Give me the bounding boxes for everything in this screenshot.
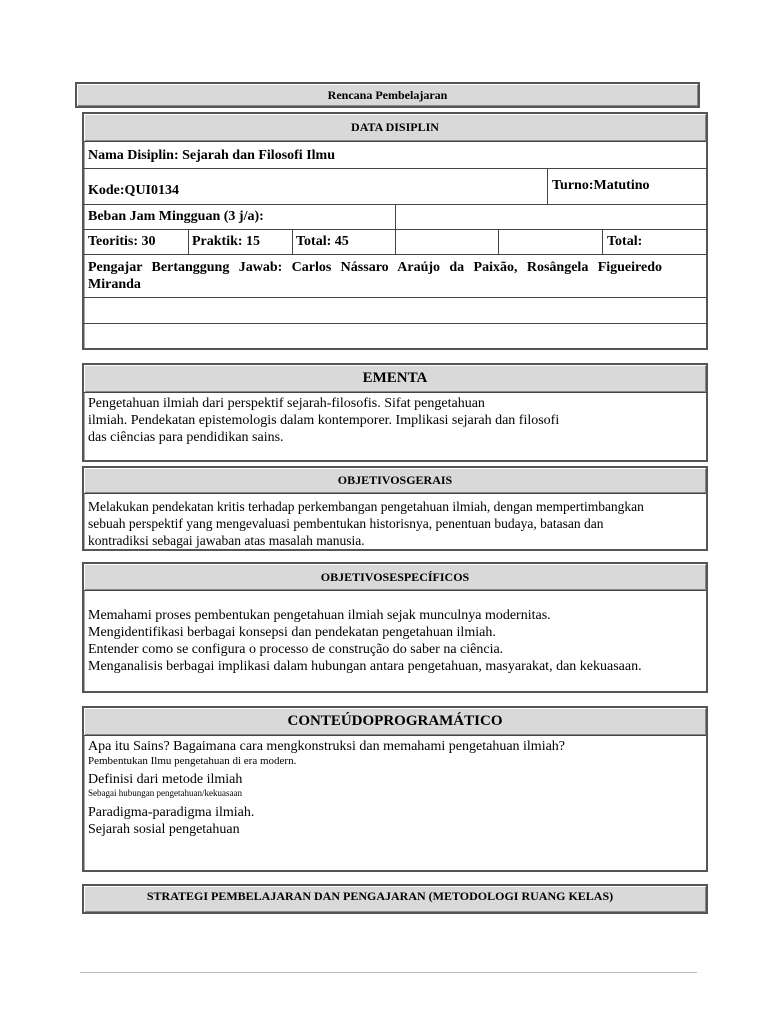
objetivos-especificos-line: Menganalisis berbagai implikasi dalam hubungan antara pengetahuan, masyarakat, dan kekuasaan. <box>88 659 642 674</box>
objetivos-gerais-body <box>88 498 644 549</box>
footer-divider <box>80 972 697 973</box>
objetivos-gerais-header-text: OBJETIVOSGERAIS <box>337 473 453 487</box>
conteudo-line: Sejarah sosial pengetahuan <box>88 822 240 837</box>
ementa-line: ilmiah. Pendekatan epistemologis dalam kontemporer. Implikasi sejarah dan filosofi <box>88 413 560 428</box>
conteudo-header-text: CONTEÚDOPROGRAMÁTICO <box>287 713 503 729</box>
beban-jam: Beban Jam Mingguan (3 j/a): <box>88 209 264 224</box>
objetivos-especificos-header <box>84 564 706 591</box>
ementa-header <box>84 365 706 393</box>
conteudo-line: Definisi dari metode ilmiah <box>88 772 243 787</box>
teoritis: Teoritis: 30 <box>88 234 156 249</box>
turno: Turno:Matutino <box>552 178 650 193</box>
conteudo-section <box>82 706 708 872</box>
praktik: Praktik: 15 <box>192 234 261 249</box>
strategi-header-text: STRATEGI PEMBELAJARAN DAN PENGAJARAN (METODOLOGI RUANG KELAS) <box>146 888 614 903</box>
conteudo-line: Paradigma-paradigma ilmiah. <box>88 805 255 820</box>
objetivos-especificos-line: Memahami proses pembentukan pengetahuan ilmiah sejak munculnya modernitas. <box>88 608 551 623</box>
total-hours: Total: 45 <box>296 234 349 249</box>
strategi-header <box>82 884 708 914</box>
conteudo-header <box>84 708 706 736</box>
objetivos-gerais-header <box>84 468 706 494</box>
objetivos-especificos-line: Entender como se configura o processo de construção do saber na ciência. <box>88 642 504 657</box>
nama-disiplin: Nama Disiplin: Sejarah dan Filosofi Ilmu <box>88 148 335 163</box>
ementa-line: das ciências para pendidikan sains. <box>88 430 284 445</box>
conteudo-body <box>88 738 565 838</box>
document-title-text: Rencana Pembelajaran <box>327 87 448 102</box>
objetivos-especificos-section <box>82 562 708 693</box>
ementa-header-text: EMENTA <box>362 370 428 386</box>
total-secondary: Total: <box>607 234 643 249</box>
data-disiplin-header <box>84 114 706 142</box>
objetivos-gerais-line: Melakukan pendekatan kritis terhadap perkembangan pengetahuan ilmiah, dengan mempertimbangkan <box>88 499 644 514</box>
conteudo-line: Sebagai hubungan pengetahuan/kekuasaan <box>88 788 242 798</box>
objetivos-especificos-header-text: OBJETIVOSESPECÍFICOS <box>320 569 470 584</box>
ementa-body <box>88 395 559 446</box>
pengajar-line-1: Pengajar Bertanggung Jawab: Carlos Nássaro Araújo da Paixão, Rosângela Figueiredo <box>88 260 662 275</box>
ementa-section <box>82 363 708 462</box>
objetivos-gerais-line: kontradiksi sebagai jawaban atas masalah manusia. <box>88 533 365 548</box>
ementa-line: Pengetahuan ilmiah dari perspektif sejarah-filosofis. Sifat pengetahuan <box>88 396 485 411</box>
objetivos-gerais-line: sebuah perspektif yang mengevaluasi pembentukan historisnya, penentuan budaya, batasan dan <box>88 516 604 531</box>
pengajar-line-2: Miranda <box>88 277 141 292</box>
data-disiplin-table <box>82 112 708 350</box>
data-disiplin-header-text: DATA DISIPLIN <box>351 120 439 134</box>
objetivos-gerais-section <box>82 466 708 551</box>
pengajar <box>88 259 662 293</box>
kode: Kode:QUI0134 <box>88 183 179 198</box>
objetivos-especificos-body <box>88 607 642 675</box>
conteudo-line: Apa itu Sains? Bagaimana cara mengkonstruksi dan memahami pengetahuan ilmiah? <box>88 739 566 754</box>
objetivos-especificos-line: Mengidentifikasi berbagai konsepsi dan pendekatan pengetahuan ilmiah. <box>88 625 496 640</box>
document-title <box>75 82 700 108</box>
conteudo-line: Pembentukan Ilmu pengetahuan di era modern. <box>88 755 297 767</box>
